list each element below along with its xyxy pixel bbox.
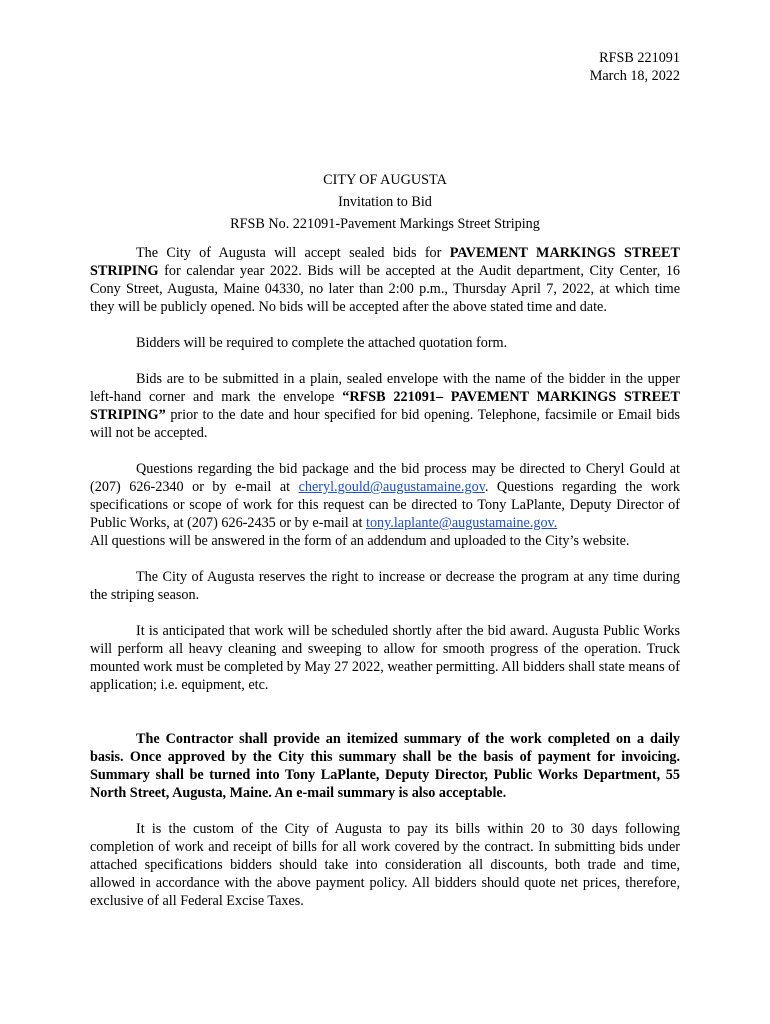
questions-text: Questions regarding the bid package and the bid process may be directed to Cheryl Gould at (207) 626-2340 or by e-mail at (90, 461, 680, 495)
paragraph-intro (90, 244, 680, 316)
intro-bold: PAVEMENT MARKINGS STREET STRIPING (90, 245, 680, 279)
paragraph-questions (90, 460, 680, 532)
paragraph-program: The City of Augusta reserves the right to increase or decrease the program at any time during the striping season. (90, 569, 680, 603)
questions-text-2: . Questions regarding the work specifications or scope of work for this request can be directed to Tony LaPlante, Deputy Director of Public Works, at (207) 626-2435 or by e-mail at (90, 479, 681, 531)
paragraph-envelope (90, 370, 680, 442)
paragraph-schedule: It is anticipated that work will be scheduled shortly after the bid award. Augusta Public Works will perform all heavy cleaning and sweeping to allow for smooth progress of the operation. Truck mounted work must be completed by May 27 2022, weather permitting. All bidders shall state means of application; i.e. equipment, etc. (90, 623, 680, 693)
paragraph-addendum: All questions will be answered in the form of an addendum and uploaded to the City’s website. (90, 533, 630, 549)
document-heading (0, 169, 770, 235)
intro-text: The City of Augusta will accept sealed bids for (136, 245, 450, 261)
reference-block (590, 49, 680, 85)
intro-text-2: for calendar year 2022. Bids will be accepted at the Audit department, City Center, 16 Cony Street, Augusta, Maine 04330, no later than 2:00 p.m., Thursday April 7, 2022, at which time they will be publicly opened. No bids will be accepted after the above stated time and date. (90, 263, 680, 315)
envelope-text-2: prior to the date and hour specified for bid opening. Telephone, facsimile or Email bids will not be accepted. (90, 407, 680, 441)
rfsb-title: RFSB No. 221091-Pavement Markings Street Striping (230, 216, 540, 232)
email-link-tony[interactable]: tony.laplante@augustamaine.gov. (366, 515, 558, 531)
paragraph-summary (90, 730, 680, 802)
paragraph-payment: It is the custom of the City of Augusta to pay its bills within 20 to 30 days following completion of work and receipt of bills for all work covered by the contract. In submitting bids under attached specifications bidders should take into consideration all discounts, both trade and time, allowed in accordance with the above payment policy. All bidders should quote net prices, therefore, exclusive of all Federal Excise Taxes. (90, 821, 680, 909)
invitation-title: Invitation to Bid (338, 194, 432, 210)
document-body (90, 244, 680, 910)
paragraph-quotation-form: Bidders will be required to complete the attached quotation form. (136, 335, 508, 351)
email-link-cheryl[interactable]: cheryl.gould@augustamaine.gov (298, 479, 485, 495)
envelope-text: Bids are to be submitted in a plain, sealed envelope with the name of the bidder in the upper left-hand corner and mark the envelope (90, 371, 680, 405)
envelope-bold: “RFSB 221091– PAVEMENT MARKINGS STREET STRIPING” (90, 389, 680, 423)
rfsb-number: RFSB 221091 (599, 50, 680, 66)
summary-bold: The Contractor shall provide an itemized summary of the work completed on a daily basis. Once approved by the City this summary shall be the basis of payment for invoicing. Summary shall be turned into Tony LaPlante, Deputy Director, Public Works Department, 55 North Street, Augusta, Maine. An e-mail summary is also acceptable. (90, 731, 680, 801)
document-date: March 18, 2022 (589, 68, 680, 84)
city-title: CITY OF AUGUSTA (323, 172, 447, 188)
